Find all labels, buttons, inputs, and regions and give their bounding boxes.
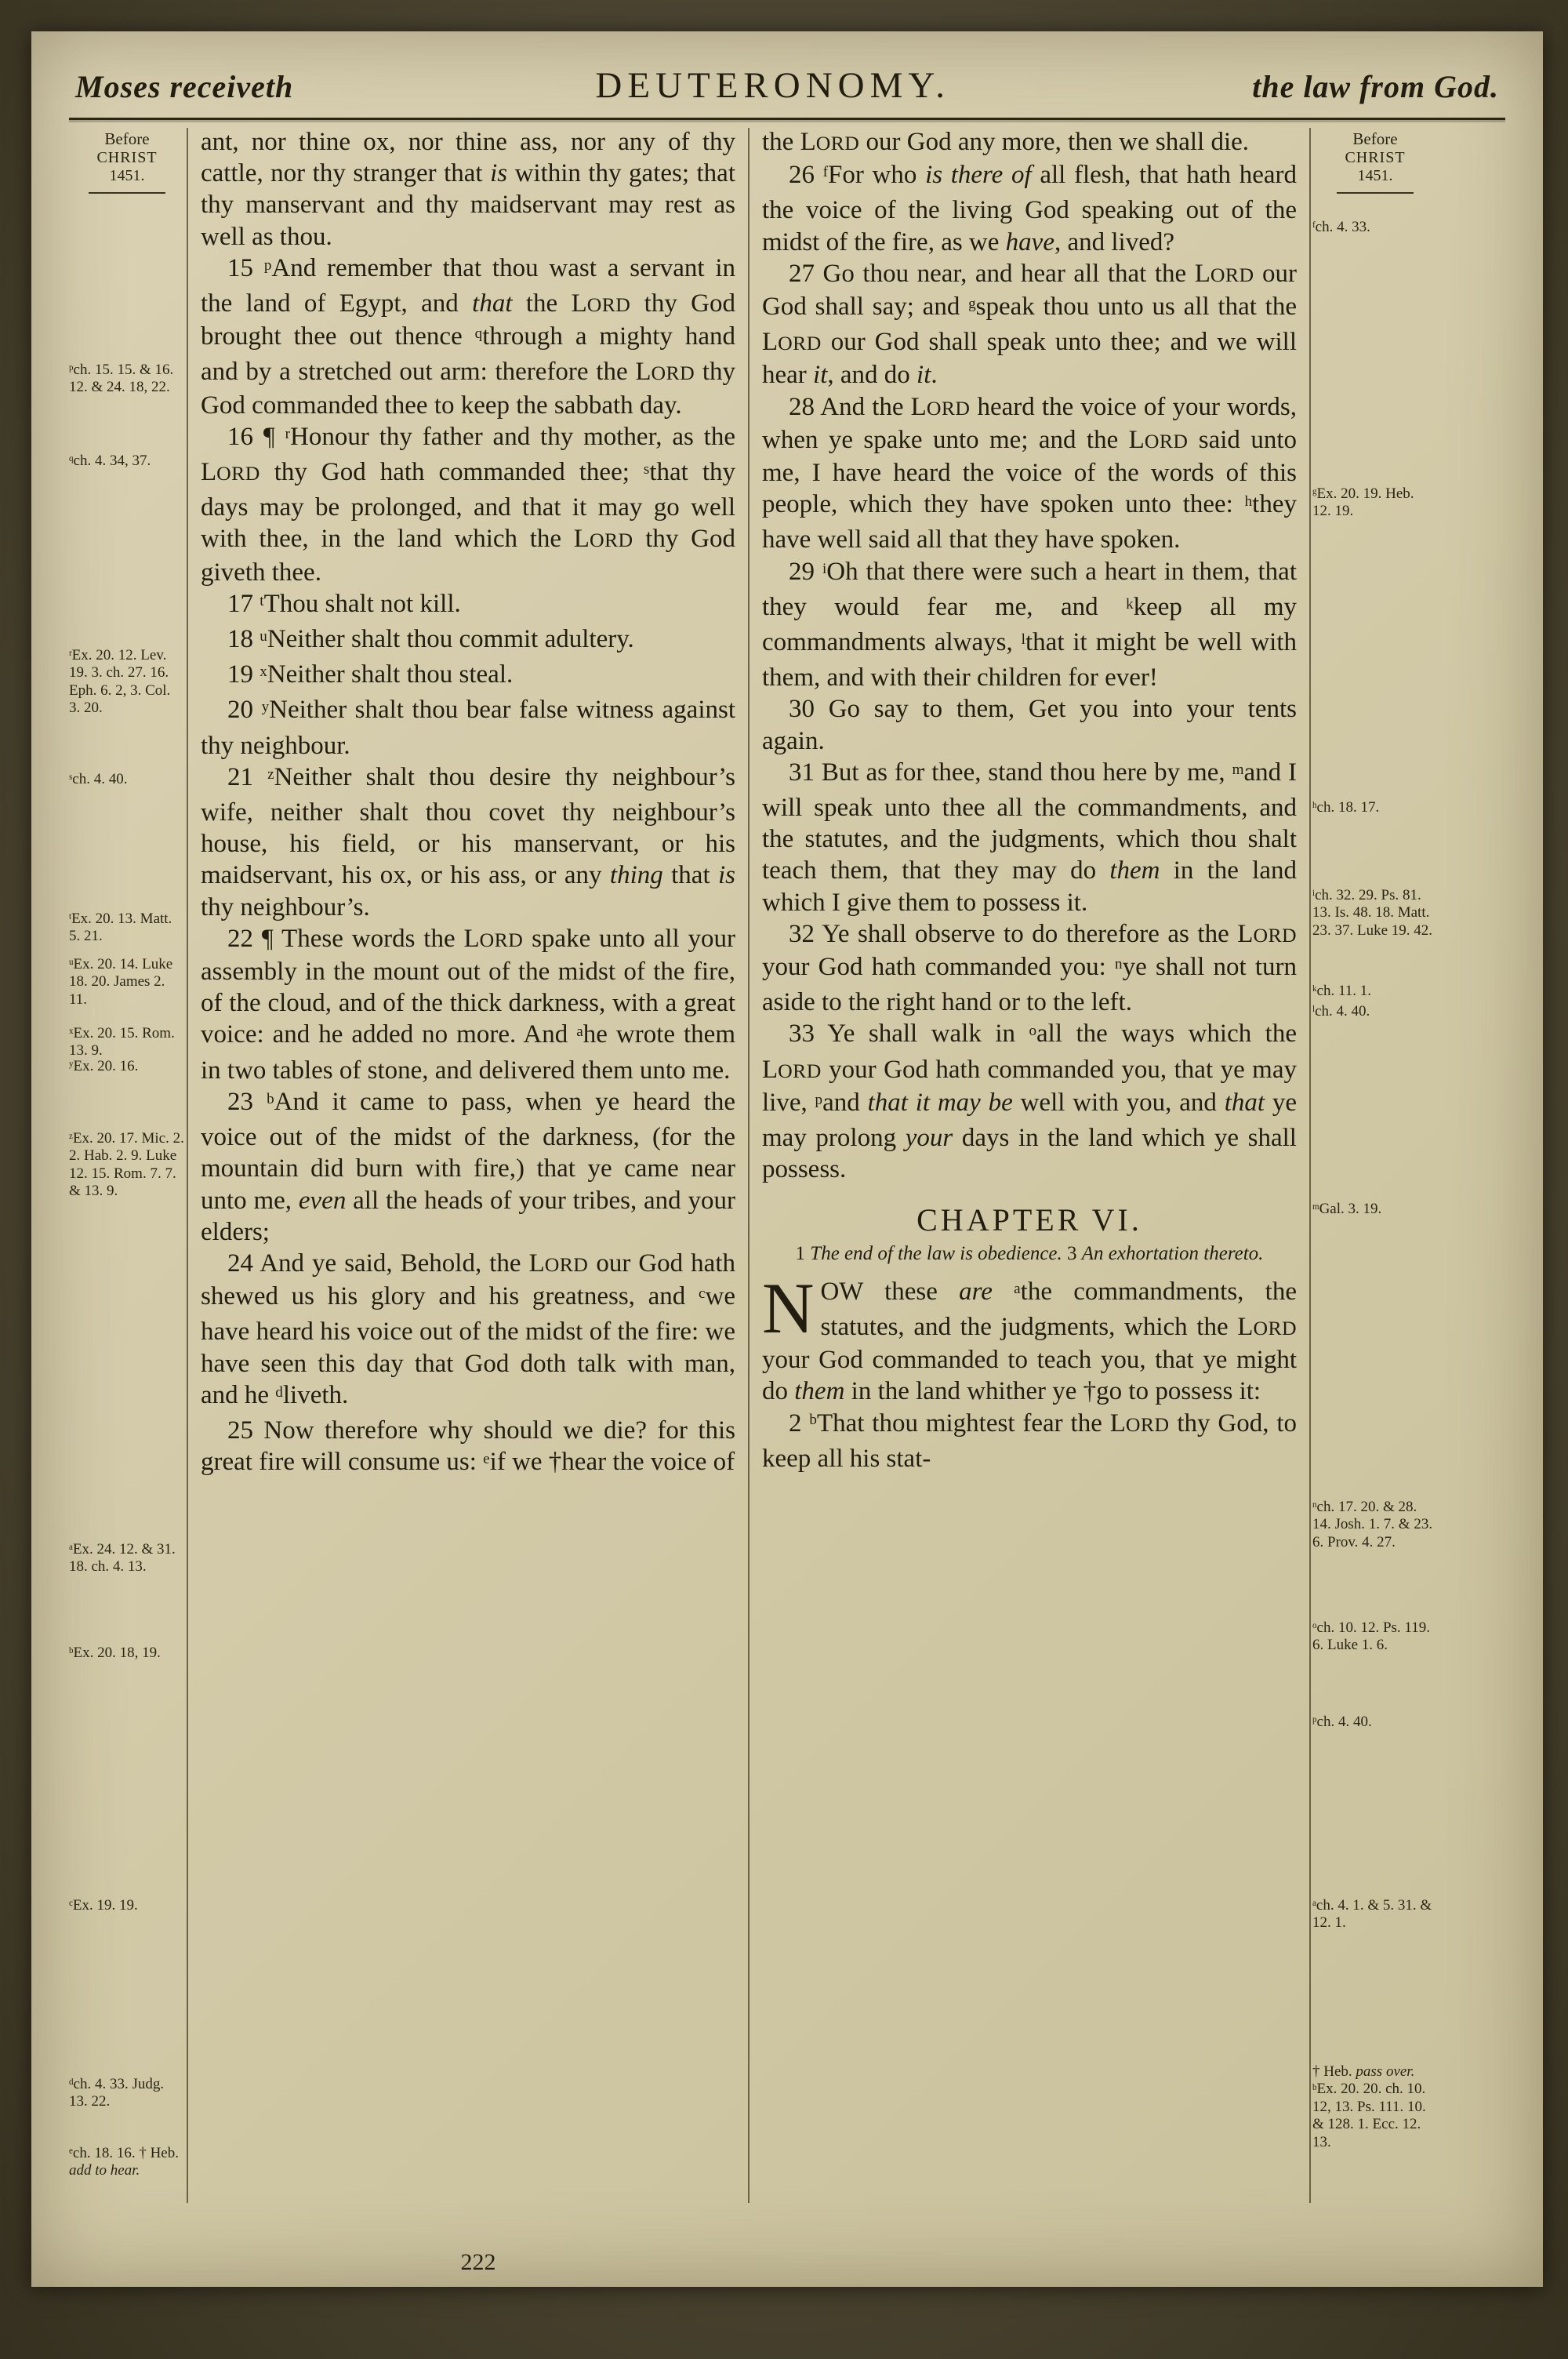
verse-paragraph: 20 $^y$Neither shalt thou bear false witness against thy neighbour. <box>201 696 735 760</box>
margin-note: $^b$Ex. 20. 18, 19. <box>69 1645 161 1661</box>
margin-note: $^t$Ex. 20. 13. Matt. 5. 21. <box>69 911 172 945</box>
margin-note: $^h$ch. 18. 17. <box>1312 799 1380 816</box>
left-margin-column <box>67 126 187 2203</box>
small-caps-word: LORD <box>528 1249 589 1278</box>
cross-reference-letter: d <box>69 2077 74 2088</box>
cross-reference-letter: c <box>69 1899 73 1909</box>
cross-reference-letter: p <box>1312 1715 1317 1725</box>
cross-reference-letter: h <box>1312 801 1317 811</box>
italic-text: them <box>794 1377 845 1406</box>
italic-text: your <box>905 1124 953 1153</box>
bc-line: Before <box>104 129 150 148</box>
cross-reference-letter: z <box>69 1132 73 1142</box>
running-header-right: the law from God. <box>1252 69 1499 104</box>
cross-reference-letter: y <box>69 1060 74 1070</box>
small-caps-word: LORD <box>201 458 260 487</box>
cross-reference-letter: o <box>1312 1621 1317 1631</box>
cross-reference-letter: r <box>285 425 291 442</box>
verse-paragraph: 27 Go thou near, and hear all that the LORD our God shall say; and $^g$speak thou unto us all that the LORD our God shall speak unto thee; and we will hear it, and do it. <box>762 259 1297 390</box>
small-caps-word: LORD <box>1237 1312 1297 1341</box>
column-rule <box>187 128 188 2203</box>
cross-reference-letter: y <box>261 699 270 716</box>
cross-reference-letter: g <box>968 295 976 312</box>
verse-paragraph: NOW these are $^a$the commandments, the statutes, and the judgments, which the LORD your God commanded to teach you, that ye might do them in the land whither ye †go to possess it: <box>762 1267 1297 1406</box>
bc-line: CHRIST <box>1345 148 1406 166</box>
cross-reference-letter: i <box>1312 889 1316 899</box>
cross-reference-letter: q <box>474 325 483 343</box>
cross-reference-letter: r <box>69 649 72 659</box>
cross-reference-letter: d <box>275 1383 283 1401</box>
margin-note: $^p$ch. 15. 15. & 16. 12. & 24. 18, 22. <box>69 362 174 396</box>
small-caps-word: LORD <box>1237 919 1297 948</box>
margin-note: $^x$Ex. 20. 15. Rom. 13. 9. <box>69 1025 175 1060</box>
drop-cap: N <box>762 1267 815 1348</box>
right-margin-column <box>1311 126 1435 2203</box>
margin-note: $^a$ch. 4. 1. & 5. 31. & 12. 1. <box>1312 1897 1432 1932</box>
cross-reference-letter: x <box>260 663 267 681</box>
running-header-left: Moses receiveth <box>75 69 294 104</box>
verse-paragraph: 30 Go say to them, Get you into your tents again. <box>762 695 1297 755</box>
italic-text: is <box>490 159 508 188</box>
margin-note: $^l$ch. 4. 40. <box>1312 1003 1370 1020</box>
verse-paragraph: 19 $^x$Neither shalt thou steal. <box>227 660 514 689</box>
margin-note: $^n$ch. 17. 20. & 28. 14. Josh. 1. 7. & 23. 6. Prov. 4. 27. <box>1312 1499 1433 1550</box>
cross-reference-letter: e <box>483 1451 490 1468</box>
left-text-column <box>188 126 748 2203</box>
header-rule <box>69 118 1505 120</box>
verse-paragraph: 32 Ye shall observe to do therefore as the LORD your God hath commanded you: $^n$ye shall not turn aside to the right hand or to the left. <box>762 919 1297 1017</box>
cross-reference-letter: s <box>69 772 73 783</box>
margin-note: $^o$ch. 10. 12. Ps. 119. 6. Luke 1. 6. <box>1312 1619 1430 1654</box>
cross-reference-letter: m <box>1232 761 1244 778</box>
cross-reference-letter: k <box>1126 595 1134 612</box>
margin-note: $^z$Ex. 20. 17. Mic. 2. 2. Hab. 2. 9. Luke 12. 15. Rom. 7. 7. & 13. 9. <box>69 1130 184 1200</box>
cross-reference-letter: k <box>1312 984 1317 994</box>
cross-reference-letter: n <box>1115 956 1123 973</box>
verse-paragraph: ant, nor thine ox, nor thine ass, nor any of thy cattle, nor thy stranger that is within thy gates; that thy manservant and thy maidservant may rest as well as thou. <box>201 128 735 251</box>
cross-reference-letter: s <box>643 461 650 478</box>
cross-reference-letter: p <box>815 1091 823 1108</box>
small-caps-word: LORD <box>1128 425 1189 454</box>
verse-paragraph: 18 $^u$Neither shalt thou commit adultery. <box>227 625 634 654</box>
bc-line: CHRIST <box>96 148 158 166</box>
margin-note: $^s$ch. 4. 40. <box>69 771 128 787</box>
margin-note: $^i$ch. 32. 29. Ps. 81. 13. Is. 48. 18. Matt. 23. 37. Luke 19. 42. <box>1312 887 1433 939</box>
italic-text: have <box>1005 227 1054 256</box>
book-page <box>31 31 1543 2287</box>
italic-text: is there of <box>925 161 1032 190</box>
verse-paragraph: 24 And ye said, Behold, the LORD our God hath shewed us his glory and his greatness, and $^c$we have heard his voice out of the midst of the fire: we have seen this day that God doth talk with man, and he $^d$liveth. <box>201 1249 735 1409</box>
cross-reference-letter: m <box>1312 1202 1319 1212</box>
italic-text: it <box>916 361 931 390</box>
verse-paragraph: 17 $^t$Thou shalt not kill. <box>227 589 461 618</box>
margin-note: $^f$ch. 4. 33. <box>1312 219 1370 235</box>
verse-paragraph: the LORD our God any more, then we shall die. <box>762 128 1250 156</box>
italic-text: An exhortation thereto. <box>1081 1242 1264 1264</box>
right-text-column <box>750 126 1309 2203</box>
cross-reference-letter: t <box>69 912 72 922</box>
cross-reference-letter: t <box>260 592 264 609</box>
cross-reference-letter: a <box>69 1543 73 1553</box>
verse-paragraph: 2 $^b$That thou mightest fear the LORD thy God, to keep all his stat- <box>762 1408 1298 1473</box>
italic-text: them <box>1109 856 1160 885</box>
before-christ-block-left <box>67 126 187 194</box>
small-caps-word: LORD <box>571 289 631 318</box>
cross-reference-letter: h <box>1244 493 1253 511</box>
bc-line: 1451. <box>109 167 145 185</box>
italic-text: that <box>1224 1088 1265 1117</box>
cross-reference-letter: o <box>1029 1023 1037 1040</box>
margin-note: $^g$Ex. 20. 19. Heb. 12. 19. <box>1312 485 1414 520</box>
cross-reference-letter: b <box>809 1412 817 1429</box>
margin-note: $^a$Ex. 24. 12. & 31. 18. ch. 4. 13. <box>69 1541 176 1576</box>
cross-reference-letter: q <box>69 454 74 464</box>
cross-reference-letter: x <box>69 1027 74 1037</box>
margin-note: $^m$Gal. 3. 19. <box>1312 1201 1382 1217</box>
cross-reference-letter: p <box>69 363 74 373</box>
cross-reference-letter: g <box>1312 487 1317 497</box>
cross-reference-letter: f <box>822 164 829 181</box>
chapter-summary: 1 The end of the law is obedience. 3 An exhortation thereto. <box>795 1242 1264 1264</box>
verse-paragraph: 25 Now therefore why should we die? for this great fire will consume us: $^e$if we †hear the voice of <box>201 1416 735 1477</box>
italic-text: The end of the law is obedience. <box>810 1242 1062 1264</box>
cross-reference-letter: p <box>263 256 272 274</box>
small-caps-word: LORD <box>1109 1408 1170 1438</box>
italic-text: are <box>959 1277 993 1306</box>
margin-note: $^q$ch. 4. 34, 37. <box>69 453 151 469</box>
bc-line: Before <box>1352 129 1398 148</box>
verse-paragraph: 22 ¶ These words the LORD spake unto all your assembly in the mount out of the midst of the fire, of the cloud, and of the thick darkness, with a great voice: and he added no more. And $^a$he wrote them in two tables of stone, and delivered them unto me. <box>201 924 735 1085</box>
small-caps-word: LORD <box>463 924 524 953</box>
verse-paragraph: 15 $^p$And remember that thou wast a servant in the land of Egypt, and that the LORD thy God brought thee out thence $^q$through a mighty hand and by a stretched out arm: therefore the LORD thy God commanded thee to keep the sabbath day. <box>201 253 736 420</box>
verse-paragraph: 28 And the LORD heard the voice of your words, when ye spake unto me; and the LORD said unto me, I have heard the voice of the words of this people, which they have spoken unto thee: $^h$they have well said all that they have spoken. <box>762 392 1298 554</box>
page-number: 222 <box>460 2249 496 2275</box>
bc-rule <box>89 192 165 194</box>
italic-text: it <box>813 361 828 390</box>
cross-reference-letter: l <box>1312 1005 1316 1015</box>
margin-note: $^k$ch. 11. 1. <box>1312 983 1371 999</box>
margin-note: $^r$Ex. 20. 12. Lev. 19. 3. ch. 27. 16. Eph. 6. 2, 3. Col. 3. 20. <box>69 647 171 717</box>
verse-paragraph: 29 $^i$Oh that there were such a heart in them, that they would fear me, and $^k$keep all my commandments always, $^l$that it might be well with them, and with their children for ever! <box>762 557 1298 692</box>
margin-note: $^p$ch. 4. 40. <box>1312 1714 1372 1730</box>
margin-note: $^u$Ex. 20. 14. Luke 18. 20. James 2. 11. <box>69 956 173 1008</box>
cross-reference-letter: a <box>1312 1899 1316 1909</box>
before-christ-block-right <box>1316 126 1435 194</box>
italic-text: add to hear. <box>69 2162 140 2179</box>
margin-note: $^c$Ex. 19. 19. <box>69 1897 138 1914</box>
cross-reference-letter: b <box>267 1090 274 1107</box>
cross-reference-letter: a <box>576 1023 583 1041</box>
small-caps-word: LORD <box>762 1055 822 1084</box>
small-caps-word: LORD <box>800 128 860 156</box>
cross-reference-letter: e <box>69 2146 73 2157</box>
verse-paragraph: 21 $^z$Neither shalt thou desire thy neighbour’s wife, neither shalt thou covet thy neighbour’s house, his field, or his manservant, or his maidservant, his ox, or his ass, or any thing that is thy neighbour’s. <box>201 762 735 921</box>
italic-text: even <box>298 1186 347 1215</box>
verse-paragraph: 16 ¶ $^r$Honour thy father and thy mother, as the LORD thy God hath commanded thee; $^s$that thy days may be prolonged, and that it may go well with thee, in the land which the LORD thy God giveth thee. <box>201 422 736 587</box>
cross-reference-letter: z <box>267 765 274 783</box>
cross-reference-letter: b <box>69 1646 74 1656</box>
cross-reference-letter: l <box>1021 631 1025 649</box>
verse-paragraph: 26 $^f$For who is there of all flesh, that hath heard the voice of the living God speaking out of the midst of the fire, as we have, and lived? <box>762 161 1297 256</box>
italic-text: that it may be <box>867 1088 1013 1117</box>
cross-reference-letter: a <box>1014 1280 1021 1297</box>
small-caps-word: LORD <box>635 358 695 387</box>
small-caps-word: LORD <box>762 328 822 357</box>
italic-text: that <box>472 289 513 318</box>
italic-text: thing <box>609 861 663 890</box>
verse-paragraph: 33 Ye shall walk in $^o$all the ways which the LORD your God hath commanded you, that ye may live, $^p$and that it may be well with you, and that ye may prolong your days in the land which ye shall possess. <box>762 1020 1298 1184</box>
verse-paragraph: 23 $^b$And it came to pass, when ye heard the voice out of the midst of the darkness, (for the mountain did burn with fire,) that ye came near unto me, even all the heads of your tribes, and your elders; <box>201 1087 735 1246</box>
small-caps-word: LORD <box>573 525 633 554</box>
cross-reference-letter: n <box>1312 1500 1317 1510</box>
bc-rule <box>1337 192 1413 194</box>
small-caps-word: LORD <box>1194 259 1254 288</box>
cross-reference-letter: u <box>69 958 74 968</box>
cross-reference-letter: f <box>1312 220 1316 231</box>
small-caps-word: LORD <box>910 392 971 421</box>
column-rule <box>748 128 750 2203</box>
margin-note: $^y$Ex. 20. 16. <box>69 1058 139 1074</box>
margin-note: $^e$ch. 18. 16. † Heb. add to hear. <box>69 2145 179 2179</box>
cross-reference-letter: u <box>260 628 267 645</box>
cross-reference-letter: b <box>1312 2082 1317 2092</box>
margin-note: † Heb. pass over. $^b$Ex. 20. 20. ch. 10. 12, 13. Ps. 111. 10. & 128. 1. Ecc. 12. 13. <box>1312 2063 1426 2150</box>
cross-reference-letter: c <box>699 1285 706 1303</box>
verse-paragraph: 31 But as for thee, stand thou here by me, $^m$and I will speak unto thee all the commandments, and the statutes, and the judgments, which thou shalt teach them, that they may do them in the land which I give them to possess it. <box>762 758 1297 917</box>
margin-note: $^d$ch. 4. 33. Judg. 13. 22. <box>69 2076 165 2110</box>
running-header <box>67 55 1507 114</box>
chapter-heading: CHAPTER VI. <box>916 1201 1142 1238</box>
bc-line: 1451. <box>1357 167 1393 185</box>
italic-text: pass over. <box>1356 2063 1415 2080</box>
italic-text: is <box>717 861 735 890</box>
content-area <box>67 126 1507 2203</box>
book-title: DEUTERONOMY. <box>595 65 951 106</box>
cross-reference-letter: i <box>822 560 827 577</box>
